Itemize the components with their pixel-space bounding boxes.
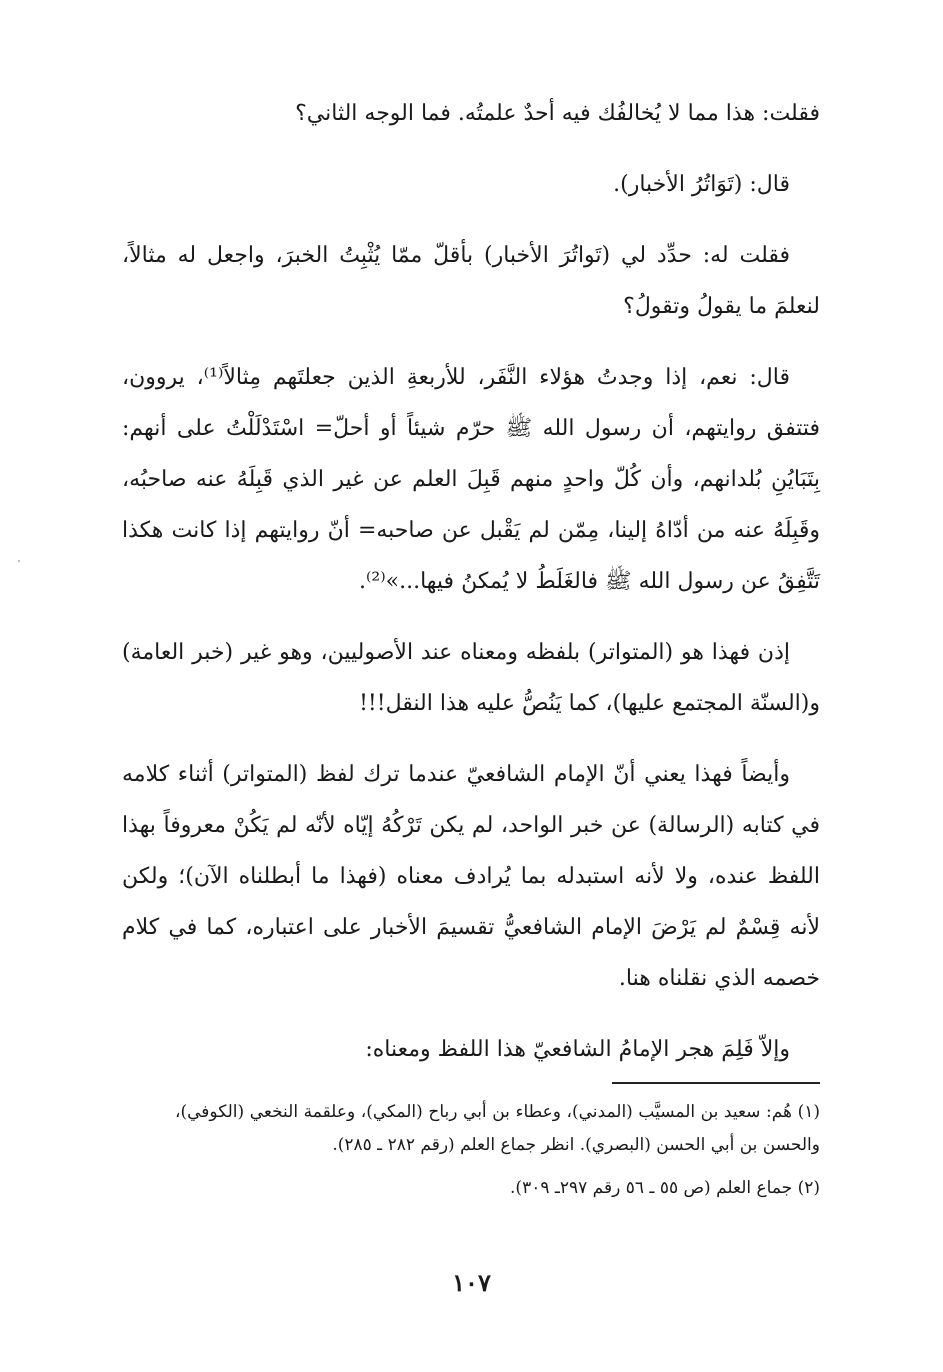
footnote-separator: [612, 1082, 820, 1084]
scan-speck: [18, 560, 20, 562]
page-number: ١٠٧: [452, 1268, 491, 1297]
paragraph-commentary-3: وإلاّ فَلِمَ هجر الإمامُ الشافعيّ هذا اللفظ ومعناه:: [365, 1037, 790, 1062]
paragraph-commentary-2: وأيضاً فهذا يعني أنّ الإمام الشافعيّ عندما ترك لفظ (المتواتر) أثناء كلامه في كتابه (الرسالة) عن خبر الواحد، لم يكن تَرْكُهُ إيّاه لأنّه لم يَكُنْ معروفاً بهذا اللفظ عنده، ولا لأنه استبدله بما يُرادف معناه (فهذا ما أبطلناه الآن)؛ ولكن لأنه قِسْمٌ لم يَرْضَ الإمام الشافعيُّ تقسيمَ الأخبار على اعتباره، كما في كلام خصمه الذي نقلناه هنا.: [122, 762, 820, 991]
paragraph-dialogue-2: قال: (تَوَاتُرُ الأخبار).: [613, 172, 790, 197]
footnote-2: (٢) جماع العلم (ص ٥٥ ـ ٥٦ رقم ٢٩٧ـ ٣٠٩).: [510, 1178, 820, 1198]
paragraph-dialogue-4: قال: نعم، إذا وجدتُ هؤلاء النَّفَر، للأربعةِ الذين جعلتَهم مِثالاً⁽¹⁾، يروون، فتتفق روايتهم، أن رسول الله ﷺ حرّم شيئاً أو أحلّ= اسْتَدْلَلْتُ على أنهم: بِتَبَايُنِ بُلدانهم، وأن كُلّ واحدٍ منهم قَبِلَ العلم عن غير الذي قَبِلَهُ عنه صاحبُه، وقَبِلَهُ عنه من أدّاهُ إلينا، مِمّن لم يَقْبل عن صاحبه= أنّ روايتهم إذا كانت هكذا تَتَّفِقُ عن رسول الله ﷺ فالغَلَطُ لا يُمكنُ فيها...»⁽²⁾.: [122, 365, 820, 594]
footnote-1: (١) هُم: سعيد بن المسيَّب (المدني)، وعطاء بن أبي رباح (المكي)، وعلقمة النخعي (الكوفي)، والحسن بن أبي الحسن (البصري). انظر جماع العلم (رقم ٢٨٢ ـ ٢٨٥).: [175, 1102, 820, 1155]
paragraph-commentary-1: إذن فهذا هو (المتواتر) بلفظه ومعناه عند الأصوليين، وهو غير (خبر العامة) و(السنّة المجتمع عليها)، كما يَنُصُّ عليه هذا النقل!!!: [122, 640, 820, 716]
paragraph-dialogue-1: فقلت: هذا مما لا يُخالفُك فيه أحدٌ علمتُه. فما الوجه الثاني؟: [295, 101, 820, 126]
footnotes: [175, 1096, 820, 1215]
main-text: [122, 88, 820, 1095]
paragraph-dialogue-3: فقلت له: حدِّد لي (تَواتُرَ الأخبار) بأقلّ ممّا يُثْبِتُ الخبرَ، واجعل له مثالاً، لنعلمَ ما يقولُ وتقولُ؟: [122, 243, 820, 319]
